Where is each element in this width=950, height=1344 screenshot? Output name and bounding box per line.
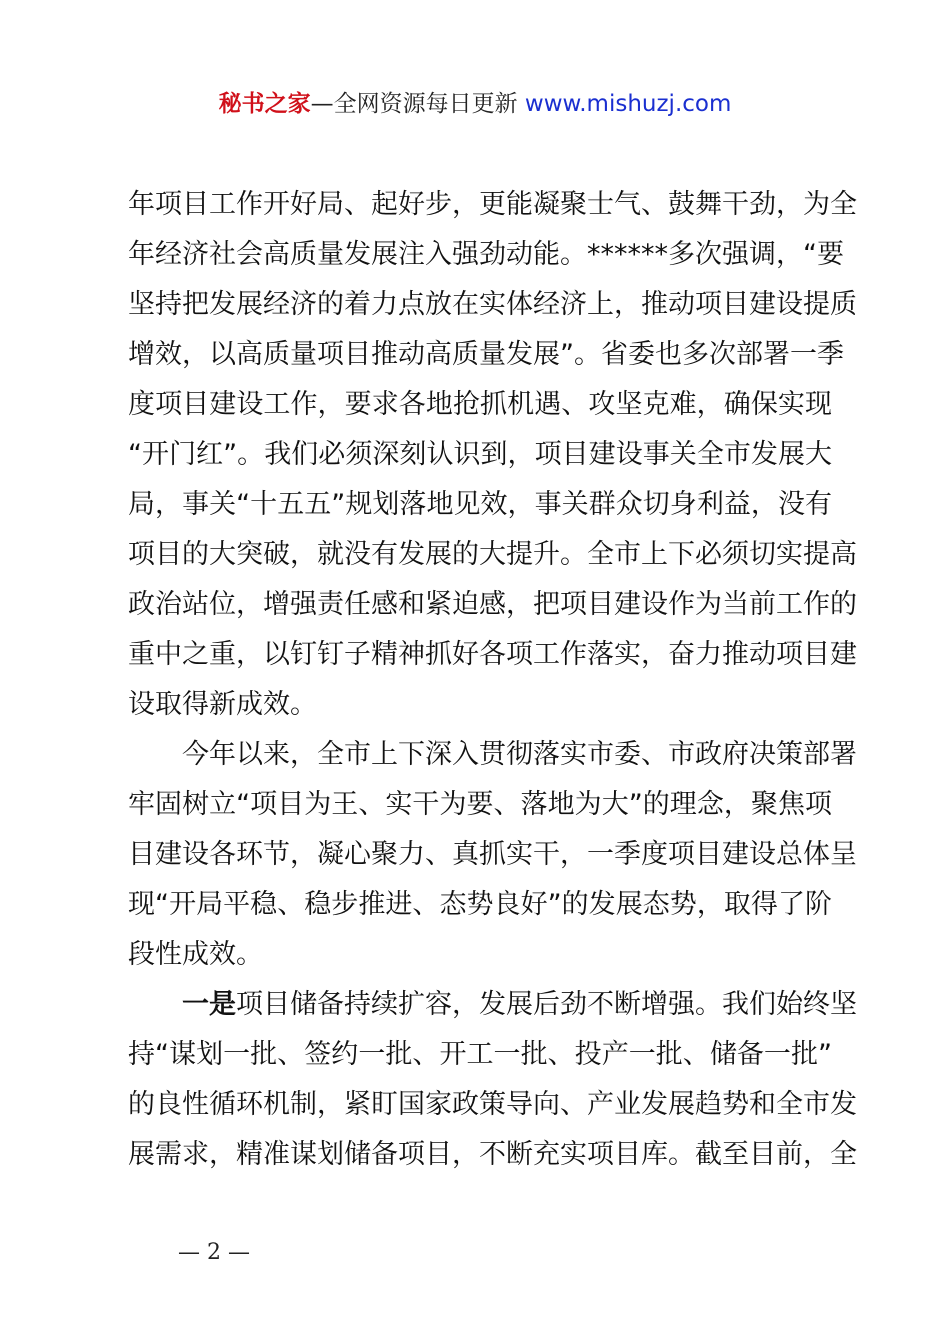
text-line bbox=[128, 980, 857, 1030]
text-line: 政治站位，增强责任感和紧迫感，把项目建设作为当前工作的 bbox=[128, 589, 857, 620]
paragraph bbox=[128, 730, 857, 980]
paragraph bbox=[128, 180, 857, 730]
text-line: 坚持把发展经济的着力点放在实体经济上，推动项目建设提质 bbox=[128, 289, 857, 320]
document-body bbox=[128, 180, 857, 1180]
paragraph bbox=[128, 980, 857, 1180]
text-line: 年项目工作开好局、起好步，更能凝聚士气、鼓舞干劲，为全 bbox=[128, 189, 857, 220]
page-number: — 2 — bbox=[178, 1240, 250, 1265]
text-line: 目建设各环节，凝心聚力、真抓实干，一季度项目建设总体呈 bbox=[128, 839, 857, 870]
site-header bbox=[0, 86, 950, 122]
header-tagline: —全网资源每日更新 bbox=[310, 91, 518, 117]
text-line: 增效，以高质量项目推动高质量发展”。省委也多次部署一季 bbox=[128, 339, 844, 370]
text-line: 持“谋划一批、签约一批、开工一批、投产一批、储备一批” bbox=[128, 1039, 832, 1070]
text-line: 重中之重，以钉钉子精神抓好各项工作落实，奋力推动项目建 bbox=[128, 639, 857, 670]
text-line: “开门红”。我们必须深刻认识到，项目建设事关全市发展大 bbox=[128, 439, 832, 470]
text-line: 的良性循环机制，紧盯国家政策导向、产业发展趋势和全市发 bbox=[128, 1089, 857, 1120]
text-line: 局，事关“十五五”规划落地见效，事关群众切身利益，没有 bbox=[128, 489, 832, 520]
text-line: 现“开局平稳、稳步推进、态势良好”的发展态势，取得了阶 bbox=[128, 889, 832, 920]
text-line: 段性成效。 bbox=[128, 939, 263, 970]
paragraph-lead: 一是 bbox=[182, 989, 236, 1020]
text-line: 度项目建设工作，要求各地抢抓机遇、攻坚克难，确保实现 bbox=[128, 389, 832, 420]
text-line: 年经济社会高质量发展注入强劲动能。******多次强调，“要 bbox=[128, 239, 844, 270]
text-line: 项目的大突破，就没有发展的大提升。全市上下必须切实提高 bbox=[128, 539, 857, 570]
text-line: 展需求，精准谋划储备项目，不断充实项目库。截至目前，全 bbox=[128, 1139, 857, 1170]
site-url[interactable]: www.mishuzj.com bbox=[524, 91, 732, 117]
text-line: 今年以来，全市上下深入贯彻落实市委、市政府决策部署 bbox=[182, 739, 857, 770]
text-line-content: 项目储备持续扩容，发展后劲不断增强。我们始终坚 bbox=[236, 989, 857, 1020]
text-line: 设取得新成效。 bbox=[128, 689, 317, 720]
text-line: 牢固树立“项目为王、实干为要、落地为大”的理念，聚焦项 bbox=[128, 789, 832, 820]
brand-name: 秘书之家 bbox=[218, 91, 311, 117]
